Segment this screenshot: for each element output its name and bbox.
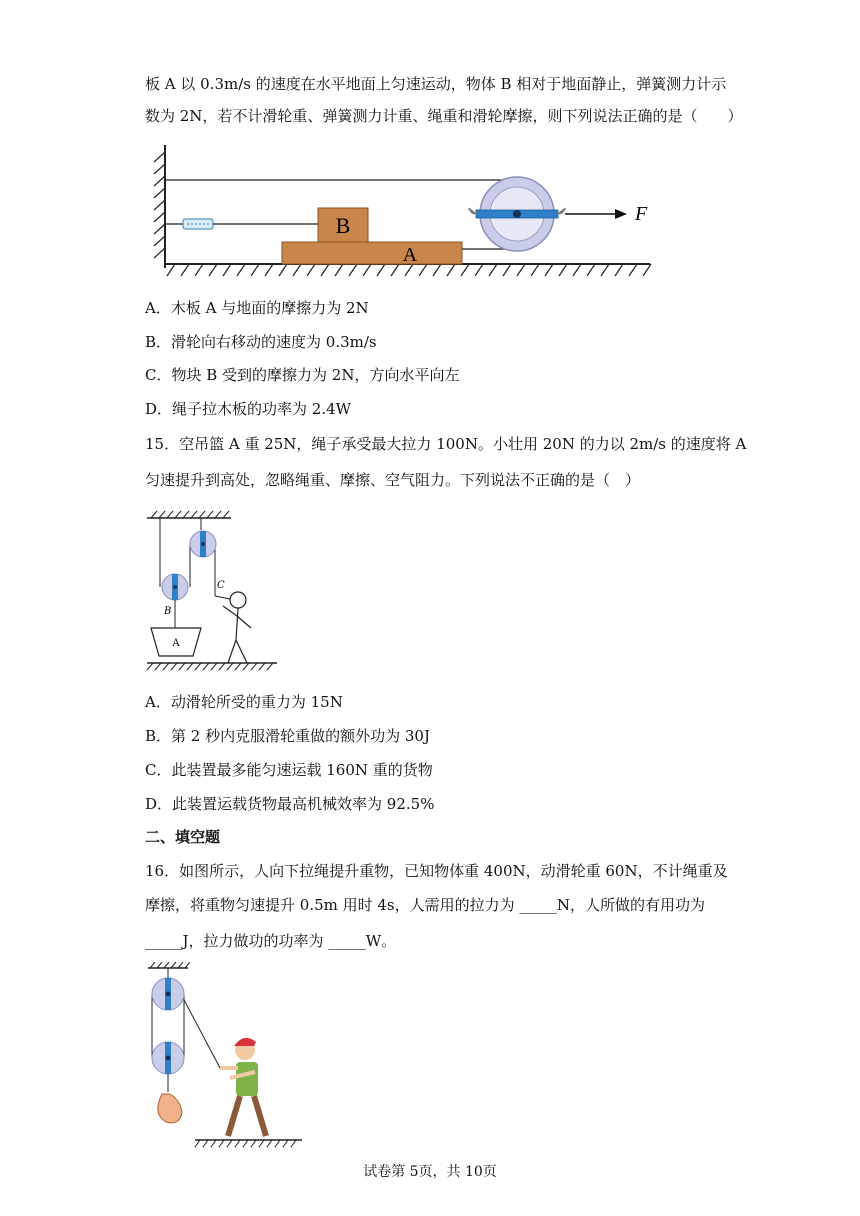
person-icon xyxy=(230,592,246,608)
q14-figure xyxy=(145,140,665,285)
q14-stem-line-1: 板 A 以 0.3m/s 的速度在水平地面上匀速运动，物体 B 相对于地面静止，弹簧测力计示 xyxy=(145,75,727,93)
q15-option-d: D．此装置运载货物最高机械效率为 92.5% xyxy=(145,795,435,813)
force-label: F xyxy=(635,203,648,225)
q14-option-d: D．绳子拉木板的功率为 2.4W xyxy=(145,400,352,418)
label-c: C xyxy=(217,580,225,591)
q15-stem-line-2: 匀速提升到高处，忽略绳重、摩擦、空气阻力。下列说法不正确的是（ ） xyxy=(145,471,641,489)
label-b: B xyxy=(164,606,172,617)
board-a xyxy=(282,242,462,264)
section-title: 二、填空题 xyxy=(145,828,221,846)
q15-option-a: A．动滑轮所受的重力为 15N xyxy=(145,693,343,711)
page-footer: 试卷第 5页，共 10页 xyxy=(363,1164,497,1180)
weight-sack-icon xyxy=(158,1094,182,1123)
q16-figure xyxy=(140,962,310,1152)
q15-stem-line-1: 15．空吊篮 A 重 25N，绳子承受最大拉力 100N。小壮用 20N 的力以 2m/s 的速度将 A xyxy=(145,435,747,453)
q14-option-c: C．物块 B 受到的摩擦力为 2N，方向水平向左 xyxy=(145,366,460,384)
q16-stem-line-3: _____J，拉力做功的功率为 _____W。 xyxy=(145,932,397,950)
label-a: A xyxy=(172,638,180,649)
q14-option-a: A．木板 A 与地面的摩擦力为 2N xyxy=(145,299,369,317)
q15-figure xyxy=(143,510,283,675)
q16-stem-line-1: 16．如图所示，人向下拉绳提升重物，已知物体重 400N，动滑轮重 60N，不计绳重及 xyxy=(145,862,728,880)
person-pulling-icon xyxy=(220,1038,266,1136)
board-a-label: A xyxy=(402,244,418,266)
block-b-label: B xyxy=(335,213,351,238)
q14-option-b: B．滑轮向右移动的速度为 0.3m/s xyxy=(145,333,377,351)
q16-stem-line-2: 摩擦，将重物匀速提升 0.5m 用时 4s，人需用的拉力为 _____N，人所做的有用功为 xyxy=(145,896,706,914)
q15-option-b: B．第 2 秒内克服滑轮重做的额外功为 30J xyxy=(145,727,430,745)
q15-option-c: C．此装置最多能匀速运载 160N 重的货物 xyxy=(145,761,433,779)
q14-stem-line-2: 数为 2N，若不计滑轮重、弹簧测力计重、绳重和滑轮摩擦，则下列说法正确的是（ ） xyxy=(145,107,743,125)
